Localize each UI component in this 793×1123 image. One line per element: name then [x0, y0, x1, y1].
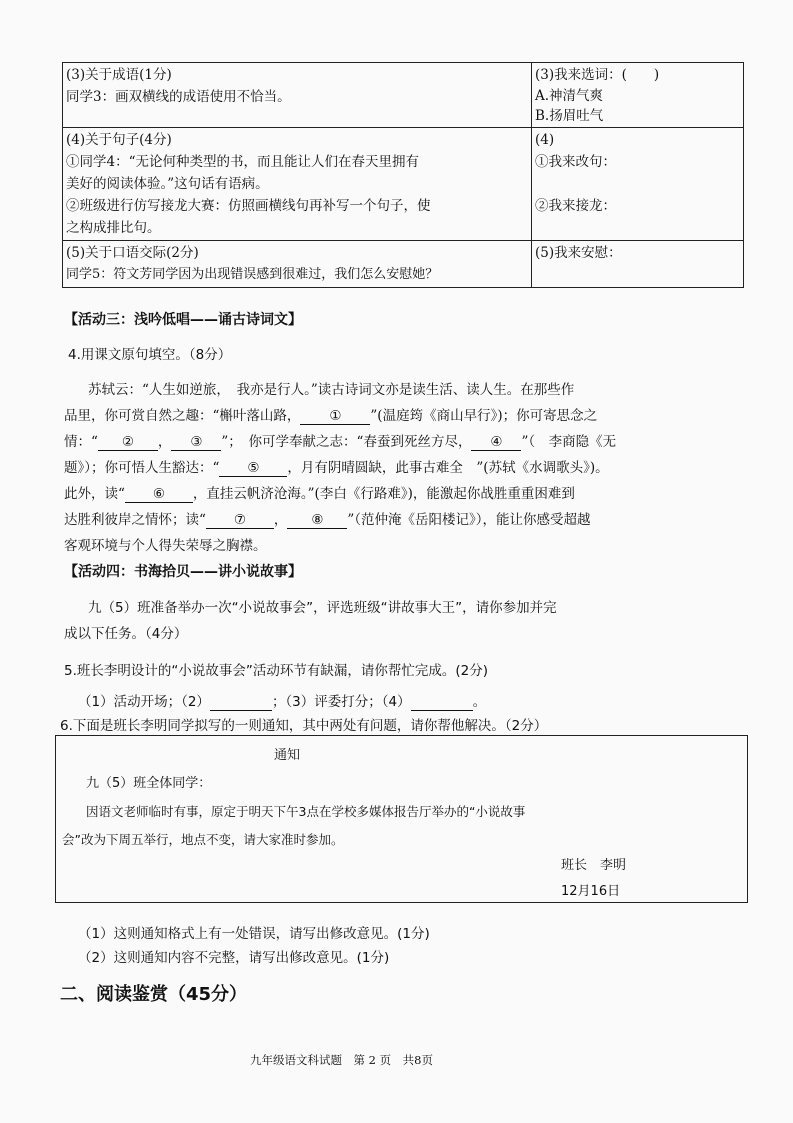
cell-text: ①同学4：“无论何种类型的书，而且能让人们在春天里拥有: [66, 154, 419, 170]
table-cell: [63, 63, 532, 128]
table-row: [63, 63, 744, 128]
cell-text: ②班级进行仿写接龙大赛：仿照画横线句再补写一个句子，使: [66, 198, 431, 214]
activity4-heading: 【活动四：书海拾贝——讲小说故事】: [64, 564, 302, 580]
question-6: 6.下面是班长李明同学拟写的一则通知，其中两处有问题，请你帮他解决。（2分）: [60, 718, 548, 734]
blank-3[interactable]: ③: [171, 434, 221, 451]
blank-2[interactable]: ②: [98, 434, 158, 451]
cell-text: 同学5：符文芳同学因为出现错误感到很难过，我们怎么安慰她？: [66, 267, 439, 282]
answer-blank[interactable]: [210, 694, 272, 711]
activity3-heading: 【活动三：浅吟低唱——诵古诗词文】: [64, 312, 302, 328]
table-row: [63, 241, 744, 288]
poem-text: 苏轼云：“人生如逆旅， 我亦是行人。”读古诗词文亦是读生活、读人生。在那些作: [88, 382, 575, 398]
notice-title: 通知: [274, 748, 301, 763]
cell-text: ②我来接龙：: [535, 198, 616, 214]
activity4-intro: 九（5）班准备举办一次“小说故事会”，评选班级“讲故事大王”，请你参加并完: [88, 600, 557, 616]
section-heading: 二、阅读鉴赏（45分）: [60, 984, 248, 1005]
cell-title: (5)我来安慰：: [535, 245, 622, 261]
table-cell: [532, 241, 744, 288]
question-5-steps: （1）活动开场；（2） ；（3）评委打分；（4） 。: [78, 694, 487, 710]
cell-title: (4)关于句子(4分): [66, 132, 172, 148]
question-6-1: （1）这则通知格式上有一处错误，请写出修改意见。(1分): [78, 926, 430, 942]
answer-blank[interactable]: [411, 694, 473, 711]
notice-box: [55, 735, 748, 903]
activity4-intro: 成以下任务。（4分）: [64, 626, 188, 642]
table-cell: [63, 241, 532, 288]
poem-text: 情：“ ② ， ③ ”； 你可学奉献之志：“春蚕到死丝方尽， ④ ”（ 李商隐《无: [64, 434, 617, 450]
notice-date: 12月16日: [561, 884, 621, 899]
cell-title: (4): [535, 132, 555, 148]
blank-5[interactable]: ⑤: [219, 460, 287, 477]
notice-body: 因语文老师临时有事，原定于明天下午3点在学校多媒体报告厅举办的“小说故事: [86, 804, 526, 819]
cell-text: 之构成排比句。: [66, 220, 161, 236]
notice-body: 会”改为下周五举行，地点不变，请大家准时参加。: [62, 832, 344, 847]
poem-text: 客观环境与个人得失荣辱之胸襟。: [64, 538, 267, 554]
cell-title: (5)关于口语交际(2分): [66, 245, 199, 261]
table-cell: [63, 128, 532, 241]
cell-title: (3)关于成语(1分): [66, 67, 172, 83]
poem-text: 品里，你可赏自然之趣：“槲叶落山路， ① ”(温庭筠《商山早行》)；你可寄思念之: [64, 408, 598, 424]
cell-text: ①我来改句：: [535, 154, 616, 170]
poem-text: 达胜利彼岸之情怀；读“ ⑦ ， ⑧ ”（范仲淹《岳阳楼记》），能让你感受超越: [64, 512, 591, 528]
table-cell: [532, 63, 744, 128]
table-cell: [532, 128, 744, 241]
cell-title: (3)我来选词：( ): [535, 67, 660, 83]
option-a: A.神清气爽: [535, 88, 604, 104]
poem-text: 题》）；你可悟人生豁达：“ ⑤ ，月有阴晴圆缺，此事古难全 ”(苏轼《水调歌头》)。: [64, 460, 609, 476]
blank-6[interactable]: ⑥: [125, 486, 193, 503]
table-row: [63, 128, 744, 241]
page-footer: 九年级语文科试题 第 2 页 共8页: [250, 1053, 433, 1067]
notice-salutation: 九（5）班全体同学：: [86, 776, 212, 791]
blank-4[interactable]: ④: [471, 434, 521, 451]
question-6-2: （2）这则通知内容不完整，请写出修改意见。(1分): [78, 950, 390, 966]
poem-text: 此外，读“ ⑥ ，直挂云帆济沧海。”(李白《行路难》)，能激起你战胜重重困难到: [64, 486, 575, 502]
blank-1[interactable]: ①: [300, 408, 370, 425]
option-b: B.扬眉吐气: [535, 108, 604, 124]
cell-text: 同学3：画双横线的成语使用不恰当。: [66, 89, 291, 105]
question-5: 5.班长李明设计的“小说故事会”活动环节有缺漏，请你帮忙完成。(2分): [64, 663, 488, 679]
notice-signer: 班长 李明: [561, 858, 627, 873]
cell-text: 美好的阅读体验。”这句话有语病。: [66, 176, 269, 192]
blank-8[interactable]: ⑧: [287, 512, 347, 529]
question-table: [62, 62, 744, 288]
question-4: 4.用课文原句填空。（8分）: [68, 347, 232, 363]
blank-7[interactable]: ⑦: [206, 512, 274, 529]
